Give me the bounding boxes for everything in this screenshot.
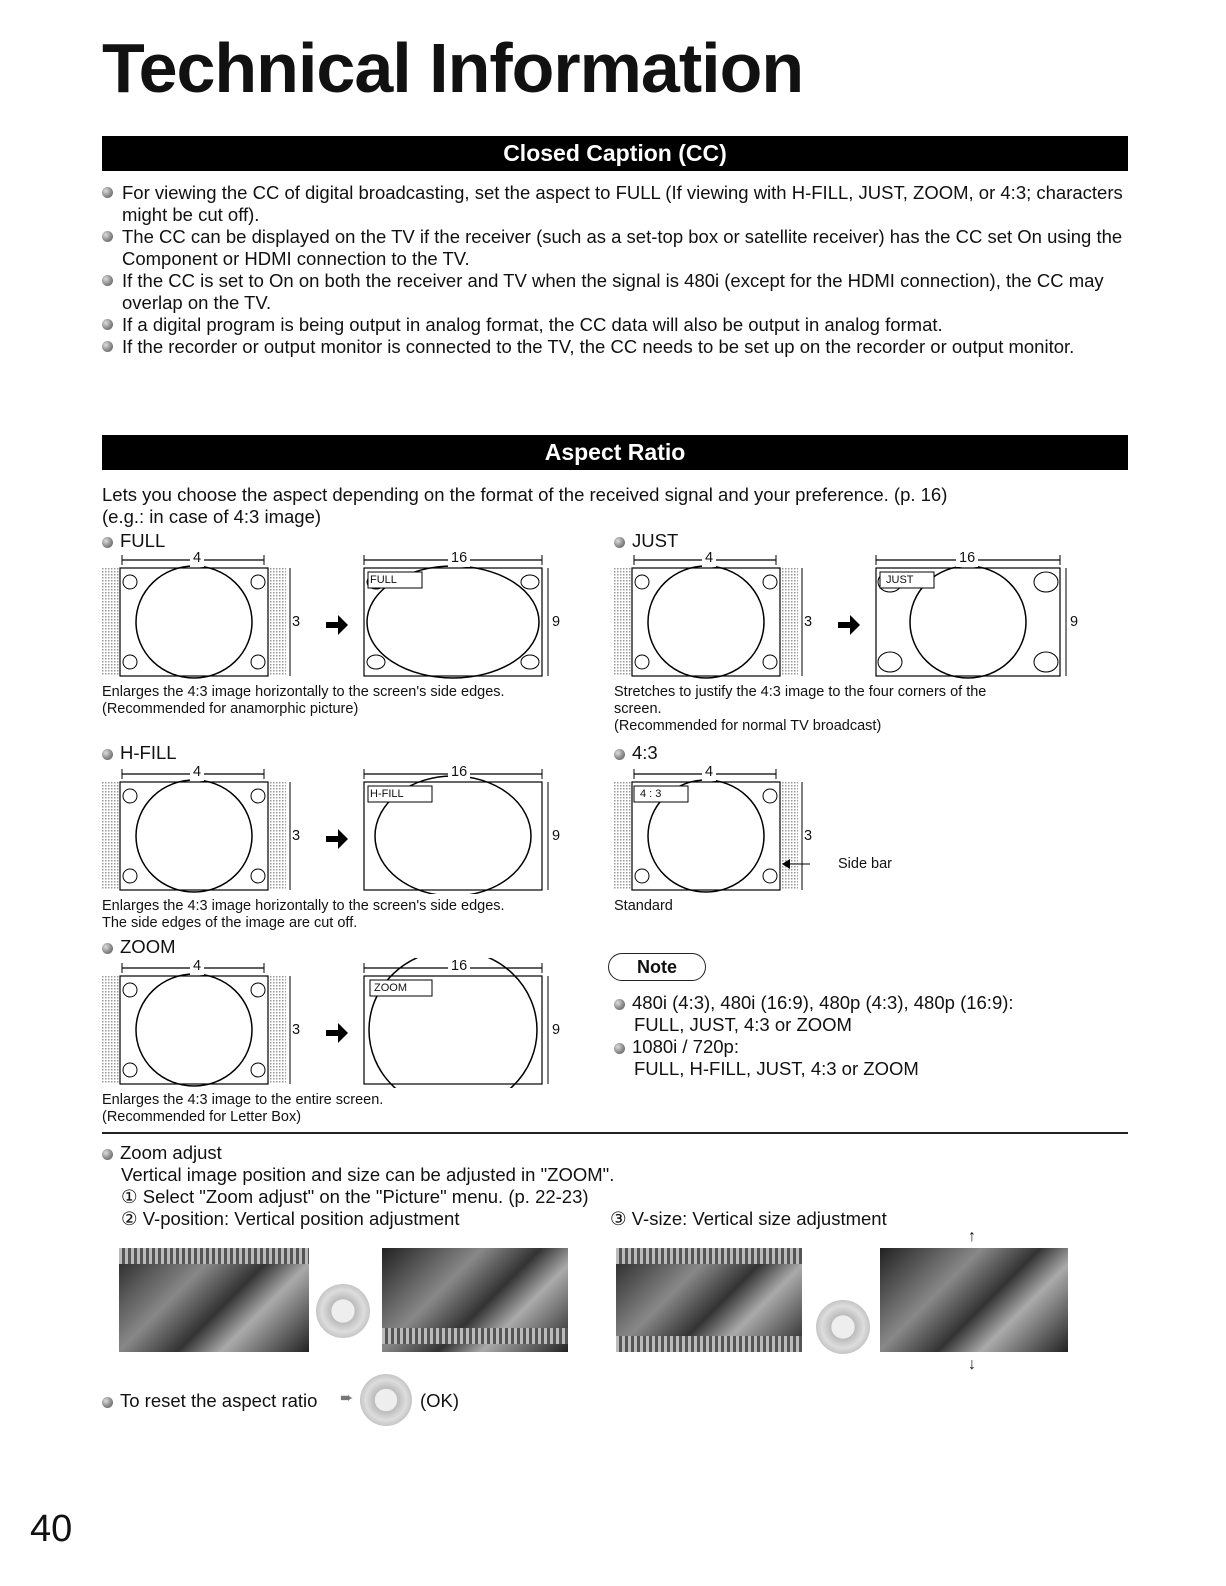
arrow-right-icon: ➨ (340, 1390, 354, 1407)
remote-dpad-icon (816, 1300, 870, 1354)
height-label: 3 (292, 1022, 301, 1038)
hfill-caption: Enlarges the 4:3 image horizontally to the screen's side edges. The side edges of the image are cut off. (102, 898, 505, 931)
bullet-icon (102, 537, 113, 548)
mode-tag: H-FILL (370, 788, 404, 800)
bullet-icon (102, 319, 113, 330)
width-label: 4 (702, 550, 716, 567)
zoom-adjust-step2: ② V-position: Vertical position adjustment (121, 1208, 460, 1229)
width-label: 4 (190, 958, 204, 975)
zoom-adjust-desc: Vertical image position and size can be adjusted in "ZOOM". (121, 1164, 615, 1185)
vposition-before-image (119, 1248, 309, 1352)
list-item: If the recorder or output monitor is connected to the TV, the CC needs to be set up on the recorder or output monitor. (102, 336, 1132, 358)
zoom-adjust-step1: ① Select "Zoom adjust" on the "Picture" menu. (p. 22-23) (121, 1186, 589, 1207)
height-label: 9 (552, 614, 561, 630)
aspect-intro: Lets you choose the aspect depending on the format of the received signal and your preference. (p. 16) (102, 484, 948, 505)
bullet-icon (614, 537, 625, 548)
ok-label: (OK) (420, 1390, 460, 1411)
aspect-example: (e.g.: in case of 4:3 image) (102, 506, 322, 527)
width-label: 16 (448, 764, 470, 781)
full-diagram (102, 550, 562, 680)
section-header-aspect: Aspect Ratio (102, 435, 1128, 470)
width-label: 16 (448, 958, 470, 975)
bullet-icon (102, 749, 113, 760)
list-item: If the CC is set to On on both the receiver and TV when the signal is 480i (except for the HDMI connection), the CC may overlap on the TV. (102, 270, 1132, 314)
bullet-icon (102, 943, 113, 954)
height-label: 3 (292, 614, 301, 630)
width-label: 4 (702, 764, 716, 781)
height-label: 3 (804, 828, 813, 844)
source-43-image (102, 555, 290, 678)
note-list (614, 992, 1014, 1080)
height-label: 9 (552, 828, 561, 844)
bullet-icon (614, 749, 625, 760)
just-diagram (614, 550, 1084, 680)
list-item: If a digital program is being output in analog format, the CC data will also be output in analog format. (102, 314, 1132, 336)
arrow-right-icon (838, 615, 860, 635)
page-title: Technical Information (102, 29, 804, 107)
vsize-before-image (616, 1248, 802, 1352)
bullet-icon (102, 275, 113, 286)
full-caption: Enlarges the 4:3 image horizontally to the screen's side edges. (Recommended for anamorphic picture) (102, 684, 505, 717)
zoom-adjust-label: Zoom adjust (102, 1142, 222, 1164)
height-label: 3 (804, 614, 813, 630)
bullet-icon (614, 999, 625, 1010)
mode-full-label: FULL (102, 530, 165, 552)
ratio43-caption: Standard (614, 898, 673, 914)
zoom-diagram (102, 958, 562, 1088)
mode-just-label: JUST (614, 530, 678, 552)
zoom-caption: Enlarges the 4:3 image to the entire screen. (Recommended for Letter Box) (102, 1092, 384, 1125)
page-number: 40 (30, 1508, 73, 1550)
note-badge: Note (608, 953, 706, 981)
bullet-icon (102, 187, 113, 198)
mode-tag: FULL (370, 574, 397, 586)
arrow-down-icon: ↓ (968, 1356, 976, 1373)
ratio43-diagram (614, 764, 814, 894)
arrow-right-icon (326, 829, 348, 849)
just-caption: Stretches to justify the 4:3 image to the four corners of the screen. (Recommended for normal TV broadcast) (614, 684, 987, 734)
list-item: The CC can be displayed on the TV if the receiver (such as a set-top box or satellite receiver) has the CC set On using the Component or HDMI connection to the TV. (102, 226, 1132, 270)
list-item: For viewing the CC of digital broadcasting, set the aspect to FULL (If viewing with H-FILL, JUST, ZOOM, or 4:3; characters might be cut off). (102, 182, 1132, 226)
cc-list (102, 182, 1132, 358)
bullet-icon (102, 231, 113, 242)
hfill-diagram (102, 764, 562, 894)
arrow-right-icon (326, 1023, 348, 1043)
arrow-right-icon (326, 615, 348, 635)
mode-43-label: 4:3 (614, 742, 658, 764)
list-item: FULL, H-FILL, JUST, 4:3 or ZOOM (634, 1058, 919, 1079)
zoom-adjust-step3: ③ V-size: Vertical size adjustment (610, 1208, 887, 1229)
vposition-after-image (382, 1248, 568, 1352)
bullet-icon (102, 1149, 113, 1160)
ok-button-icon (360, 1374, 412, 1426)
bullet-icon (102, 341, 113, 352)
width-label: 16 (956, 550, 978, 567)
mode-zoom-label: ZOOM (102, 936, 176, 958)
list-item: 1080i / 720p: (614, 1036, 1014, 1058)
section-header-cc: Closed Caption (CC) (102, 136, 1128, 171)
mode-tag: JUST (886, 574, 914, 586)
remote-dpad-icon (316, 1284, 370, 1338)
bullet-icon (614, 1043, 625, 1054)
height-label: 3 (292, 828, 301, 844)
arrow-up-icon: ↑ (968, 1228, 976, 1245)
height-label: 9 (552, 1022, 561, 1038)
height-label: 9 (1070, 614, 1079, 630)
mode-hfill-label: H-FILL (102, 742, 177, 764)
divider (102, 1132, 1128, 1134)
width-label: 4 (190, 764, 204, 781)
list-item: 480i (4:3), 480i (16:9), 480p (4:3), 480p (16:9): (614, 992, 1014, 1014)
mode-tag: ZOOM (374, 982, 407, 994)
mode-tag: 4 : 3 (640, 788, 662, 800)
width-label: 16 (448, 550, 470, 567)
bullet-icon (102, 1397, 113, 1408)
side-bar-label: Side bar (838, 856, 893, 872)
width-label: 4 (190, 550, 204, 567)
reset-instruction: To reset the aspect ratio (102, 1390, 317, 1412)
vsize-after-image (880, 1248, 1068, 1352)
list-item: FULL, JUST, 4:3 or ZOOM (634, 1014, 852, 1035)
